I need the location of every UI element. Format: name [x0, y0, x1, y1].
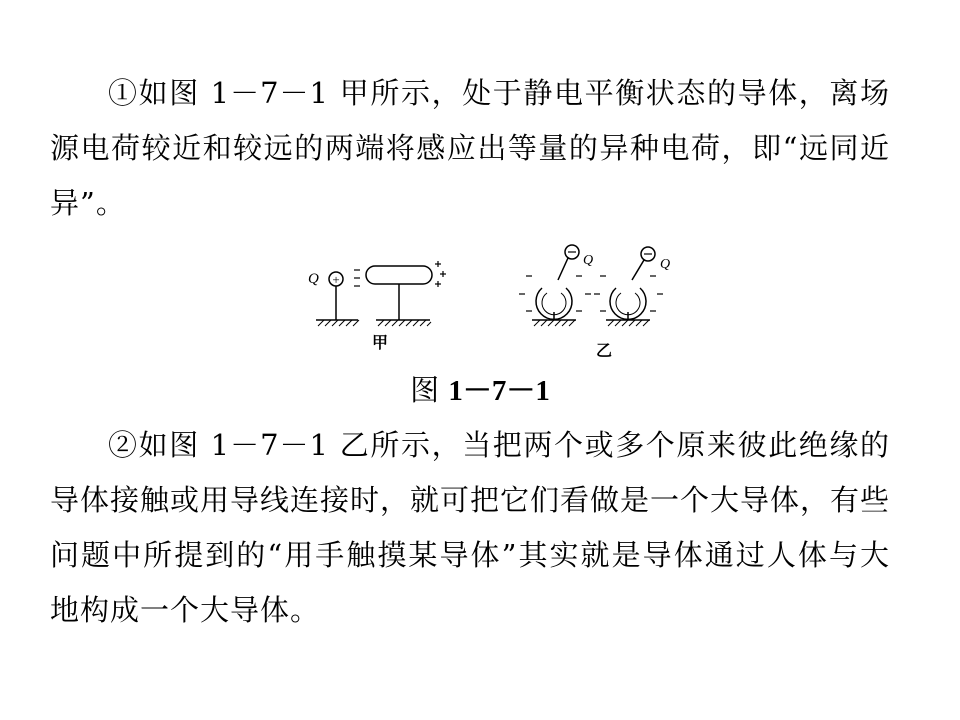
diagram-b	[519, 245, 670, 326]
charge-q-label-b1: Q	[583, 253, 594, 268]
diagram-a	[308, 261, 446, 326]
caption-prefix: 图	[410, 373, 449, 407]
paragraph-1: ①如图 1－7－1 甲所示，处于静电平衡状态的导体，离场源电荷较近和较远的两端将感应出等量的异种电荷，即“远同近异”。	[50, 76, 890, 220]
label-yi: 乙	[596, 343, 613, 360]
source-plus-sign: +	[332, 272, 340, 287]
caption-number: 1－7－1	[448, 375, 550, 407]
conductor-a	[366, 266, 432, 284]
label-jia: 甲	[372, 335, 389, 352]
figure-1-7-1	[300, 238, 690, 368]
charge-q-label-a: Q	[308, 271, 319, 287]
charge-q-label-b2: Q	[660, 257, 671, 272]
paragraph-2: ②如图 1－7－1 乙所示，当把两个或多个原来彼此绝缘的导体接触或用导线连接时，就可把它们看做是一个大导体，有些问题中所提到的“用手触摸某导体”其实就是导体通过人体与大地构成一个大导体。	[50, 428, 891, 627]
figure-caption	[0, 368, 960, 413]
